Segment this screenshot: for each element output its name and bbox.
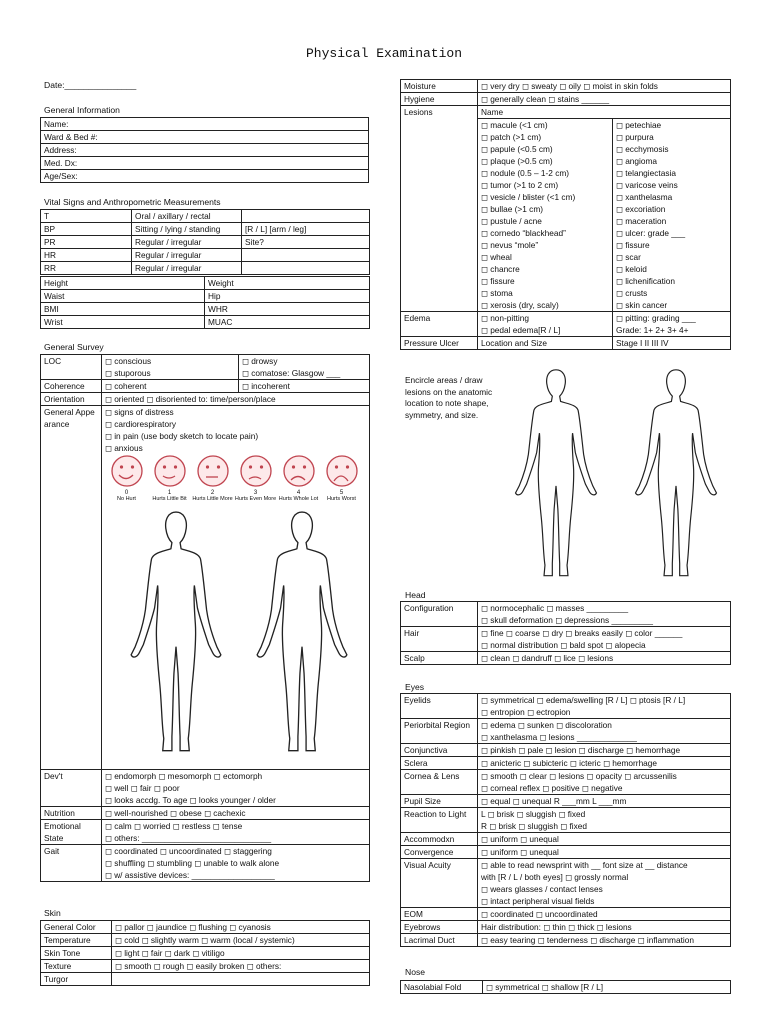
ward-bed-field[interactable]: Ward & Bed #: — [41, 131, 369, 144]
head-heading: Head — [405, 590, 426, 600]
vital-extra[interactable] — [242, 262, 370, 275]
eyes-table — [400, 693, 731, 947]
name-field[interactable]: Name: — [41, 118, 369, 131]
skin-table — [40, 920, 370, 986]
weight-field[interactable]: Weight — [205, 277, 370, 290]
lesions-label: Lesions — [401, 106, 478, 312]
pain-face-icon — [110, 454, 144, 488]
gait-option[interactable]: ◻ coordinated ◻ uncoordinated ◻ staggering — [105, 846, 272, 856]
lesion-option[interactable]: ◻ nevus “mole” — [481, 240, 539, 250]
pain-face-number: 3 — [253, 490, 258, 496]
lesion-option[interactable]: ◻ wheal — [481, 252, 512, 262]
address-field[interactable]: Address: — [41, 144, 369, 157]
head-label: Configuration — [401, 602, 478, 627]
skin-heading: Skin — [44, 908, 61, 918]
head-table — [400, 601, 731, 665]
pain-face[interactable] — [277, 454, 320, 502]
head-option[interactable]: ◻ normocephalic ◻ masses _________ — [481, 603, 629, 613]
pain-face-number: 4 — [296, 490, 301, 496]
vital-label: PR — [41, 236, 132, 249]
head-option[interactable]: ◻ skull deformation ◻ depressions _________ — [481, 615, 653, 625]
pain-face-label: No Hurt — [117, 496, 136, 502]
lesion-option[interactable]: ◻ cornedo “blackhead” — [481, 228, 566, 238]
height-field[interactable]: Height — [41, 277, 205, 290]
eyes-option[interactable]: with [R / L / both eyes] ◻ grossly normal — [481, 872, 629, 882]
vital-option[interactable]: Regular / irregular — [132, 262, 242, 275]
lesions-list-primary — [478, 119, 613, 312]
lesion-option[interactable]: ◻ excoriation — [616, 204, 666, 214]
page-title: Physical Examination — [305, 46, 463, 61]
lesions-list-secondary — [613, 119, 731, 312]
pain-face-number: 0 — [124, 490, 129, 496]
nose-option[interactable]: ◻ symmetrical ◻ shallow [R / L] — [483, 981, 731, 994]
pain-face[interactable] — [320, 454, 363, 502]
lesion-option[interactable]: ◻ ulcer: grade ___ — [616, 228, 686, 238]
eyes-label: Sclera — [401, 757, 478, 770]
eyes-label: Eyelids — [401, 694, 478, 719]
pressure-location[interactable]: Location and Size — [478, 337, 613, 350]
pain-face[interactable] — [148, 454, 191, 502]
pressure-ulcer-label: Pressure Ulcer — [401, 337, 478, 350]
eyes-option[interactable]: ◻ xanthelasma ◻ lesions _____________ — [481, 732, 637, 742]
pain-face-label: Hurts Whole Lot — [278, 496, 319, 502]
orientation-label: Orientation — [41, 393, 102, 406]
eyes-option[interactable]: ◻ symmetrical ◻ edema/swelling [R / L] ◻ ptosis [R / L] — [481, 695, 686, 705]
age-sex-field[interactable]: Age/Sex: — [41, 170, 369, 183]
nutrition-option[interactable]: ◻ well-nourished ◻ obese ◻ cachexic — [102, 807, 370, 820]
pain-face[interactable] — [191, 454, 234, 502]
pain-face-number: 1 — [167, 490, 172, 496]
devt-option[interactable]: ◻ endomorph ◻ mesomorph ◻ ectomorph — [105, 771, 263, 781]
lesion-option[interactable]: ◻ varicose veins — [616, 180, 678, 190]
vital-label: RR — [41, 262, 132, 275]
eyes-option[interactable]: ◻ corneal reflex ◻ positive ◻ negative — [481, 783, 623, 793]
nose-table — [400, 980, 731, 994]
emotional-option[interactable]: ◻ calm ◻ worried ◻ restless ◻ tense — [105, 821, 243, 831]
eyes-option[interactable]: ◻ equal ◻ unequal R ___mm L ___mm — [481, 796, 627, 806]
eyes-option[interactable]: ◻ uniform ◻ unequal — [481, 847, 559, 857]
eyes-heading: Eyes — [405, 682, 425, 692]
appearance-option[interactable]: ◻ anxious — [105, 443, 143, 453]
vitals-heading: Vital Signs and Anthropometric Measurements — [44, 197, 221, 207]
lesion-option[interactable]: ◻ bullae (>1 cm) — [481, 204, 543, 214]
edema-grade[interactable]: Grade: 1+ 2+ 3+ 4+ — [616, 325, 689, 335]
vital-label: BP — [41, 223, 132, 236]
nutrition-label: Nutrition — [41, 807, 102, 820]
skin-option[interactable]: ◻ cold ◻ slightly warm ◻ warm (local / systemic) — [112, 934, 370, 947]
appearance-option[interactable]: ◻ in pain (use body sketch to locate pain) — [105, 431, 259, 441]
pain-face-label: Hurts Worst — [327, 496, 356, 502]
eyes-label: Reaction to Light — [401, 808, 478, 833]
eyes-option[interactable]: ◻ coordinated ◻ uncoordinated — [481, 909, 598, 919]
pain-face-icon — [282, 454, 316, 488]
date-field[interactable]: Date:_______________ — [44, 80, 137, 90]
lesion-option[interactable]: ◻ ecchymosis — [616, 144, 669, 154]
skin-label: Temperature — [41, 934, 112, 947]
lesions-name-field[interactable]: Name — [478, 106, 731, 119]
lesion-option[interactable]: ◻ angioma — [616, 156, 658, 166]
eyes-label: Lacrimal Duct — [401, 934, 478, 947]
loc-label: LOC — [41, 355, 102, 380]
wrist-field[interactable]: Wrist — [41, 316, 205, 329]
general-info-table — [40, 117, 369, 183]
emotional-option[interactable]: ◻ others: ____________________________ — [105, 833, 272, 843]
lesion-option[interactable]: ◻ maceration — [616, 216, 667, 226]
vital-extra[interactable] — [242, 249, 370, 262]
eyes-option[interactable]: ◻ pinkish ◻ pale ◻ lesion ◻ discharge ◻ hemorrhage — [481, 745, 681, 755]
eyes-option[interactable]: ◻ intact peripheral visual fields — [481, 896, 595, 906]
edema-option[interactable]: ◻ non-pitting — [481, 313, 529, 323]
vitals-table — [40, 209, 370, 275]
skin-continued-table — [400, 79, 731, 350]
lesion-option[interactable]: ◻ xanthelasma — [616, 192, 673, 202]
eyes-option[interactable]: L ◻ brisk ◻ sluggish ◻ fixed — [481, 809, 586, 819]
edema-option[interactable]: ◻ pitting: grading ___ — [616, 313, 696, 323]
eyes-label: Eyebrows — [401, 921, 478, 934]
moisture-option[interactable]: ◻ very dry ◻ sweaty ◻ oily ◻ moist in skin folds — [478, 80, 731, 93]
eyes-label: Convergence — [401, 846, 478, 859]
lesion-option[interactable]: ◻ tumor (>1 to 2 cm) — [481, 180, 559, 190]
eyes-label: Accommodxn — [401, 833, 478, 846]
lesion-option[interactable]: ◻ stoma — [481, 288, 513, 298]
vital-extra[interactable] — [242, 210, 370, 223]
pressure-stage[interactable]: Stage I II III IV — [613, 337, 731, 350]
hygiene-label: Hygiene — [401, 93, 478, 106]
pain-face-label: Hurts Even More — [234, 496, 277, 502]
pain-face[interactable] — [105, 454, 148, 502]
lesion-option[interactable]: ◻ pustule / acne — [481, 216, 542, 226]
eyes-option[interactable]: ◻ able to read newsprint with __ font size at __ distance — [481, 860, 688, 870]
lesion-option[interactable]: ◻ nodule (0.5 – 1-2 cm) — [481, 168, 570, 178]
pain-face-label: Hurts Little Bit — [152, 496, 187, 502]
bmi-field[interactable]: BMI — [41, 303, 205, 316]
lesion-option[interactable]: ◻ plaque (>0.5 cm) — [481, 156, 553, 166]
head-option[interactable]: ◻ clean ◻ dandruff ◻ lice ◻ lesions — [481, 653, 614, 663]
body-sketch[interactable] — [105, 508, 365, 758]
waist-field[interactable]: Waist — [41, 290, 205, 303]
eyes-option[interactable]: ◻ smooth ◻ clear ◻ lesions ◻ opacity ◻ arcussenilis — [481, 771, 677, 781]
eyes-label: Pupil Size — [401, 795, 478, 808]
general-survey-heading: General Survey — [44, 342, 104, 352]
gait-option[interactable]: ◻ shuffling ◻ stumbling ◻ unable to walk alone — [105, 858, 280, 868]
pain-face-icon — [196, 454, 230, 488]
eyes-label: Conjunctiva — [401, 744, 478, 757]
orientation-option[interactable]: ◻ oriented ◻ disoriented to: time/person/place — [102, 393, 370, 406]
lesion-option[interactable]: ◻ xerosis (dry, scaly) — [481, 300, 559, 310]
head-option[interactable]: ◻ normal distribution ◻ bald spot ◻ alopecia — [481, 640, 646, 650]
eyes-label: Periorbital Region — [401, 719, 478, 744]
pain-face-icon — [325, 454, 359, 488]
eyes-option[interactable]: R ◻ brisk ◻ sluggish ◻ fixed — [481, 821, 587, 831]
eyes-option[interactable]: ◻ wears glasses / contact lenses — [481, 884, 603, 894]
nose-label: Nasolabial Fold — [401, 981, 483, 994]
pain-face[interactable] — [234, 454, 277, 502]
lesion-option[interactable]: ◻ fissure — [481, 276, 515, 286]
skin-option[interactable]: ◻ smooth ◻ rough ◻ easily broken ◻ others: — [112, 960, 370, 973]
skin-label: General Color — [41, 921, 112, 934]
pain-scale — [105, 454, 366, 502]
vital-option[interactable]: Sitting / lying / standing — [132, 223, 242, 236]
general-info-heading: General Information — [44, 105, 120, 115]
lesion-option[interactable]: ◻ chancre — [481, 264, 520, 274]
coherence-option[interactable]: ◻ coherent — [105, 381, 147, 391]
head-label: Hair — [401, 627, 478, 652]
lesion-option[interactable]: ◻ purpura — [616, 132, 654, 142]
loc-option[interactable]: ◻ comatose: Glasgow ___ — [242, 368, 341, 378]
anthro-table — [40, 276, 370, 329]
skin-option[interactable] — [112, 973, 370, 986]
lesion-option[interactable]: ◻ skin cancer — [616, 300, 668, 310]
general-survey-table — [40, 354, 370, 882]
appearance-option[interactable]: ◻ cardiorespiratory — [105, 419, 176, 429]
eyes-option[interactable]: ◻ anicteric ◻ subicteric ◻ icteric ◻ hemorrhage — [481, 758, 658, 768]
skin-label: Skin Tone — [41, 947, 112, 960]
head-option[interactable]: ◻ fine ◻ coarse ◻ dry ◻ breaks easily ◻ color ______ — [481, 628, 683, 638]
lesion-option[interactable]: ◻ fissure — [616, 240, 650, 250]
emotional-label: Emotional State — [41, 820, 102, 845]
muac-field[interactable]: MUAC — [205, 316, 370, 329]
coherence-option[interactable]: ◻ incoherent — [242, 381, 290, 391]
vital-option[interactable]: Oral / axillary / rectal — [132, 210, 242, 223]
skin-label: Turgor — [41, 973, 112, 986]
devt-label: Dev't — [41, 770, 102, 807]
appearance-option[interactable]: ◻ signs of distress — [105, 407, 174, 417]
devt-option[interactable]: ◻ looks accdg. To age ◻ looks younger / older — [105, 795, 276, 805]
gait-label: Gait — [41, 845, 102, 882]
vital-label: HR — [41, 249, 132, 262]
eyes-option[interactable]: ◻ entropion ◻ ectropion — [481, 707, 571, 717]
appearance-label: General Appearance — [41, 406, 102, 770]
eyes-label: EOM — [401, 908, 478, 921]
pain-face-number: 2 — [210, 490, 215, 496]
loc-option[interactable]: ◻ conscious — [105, 356, 152, 366]
lesion-option[interactable]: ◻ patch (>1 cm) — [481, 132, 542, 142]
eyes-option[interactable]: ◻ easy tearing ◻ tenderness ◻ discharge ◻ inflammation — [481, 935, 694, 945]
coherence-label: Coherence — [41, 380, 102, 393]
edema-option[interactable]: ◻ pedal edema[R / L] — [481, 325, 561, 335]
encircle-note: Encircle areas / draw lesions on the anatomic location to note shape, symmetry, and size. — [405, 375, 493, 420]
vital-label: T — [41, 210, 132, 223]
nose-heading: Nose — [405, 967, 426, 977]
med-dx-field[interactable]: Med. Dx: — [41, 157, 369, 170]
pain-face-icon — [239, 454, 273, 488]
skin-label: Texture — [41, 960, 112, 973]
lesion-option[interactable]: ◻ vesicle / blister (<1 cm) — [481, 192, 576, 202]
eyes-option[interactable]: ◻ edema ◻ sunken ◻ discoloration — [481, 720, 612, 730]
moisture-label: Moisture — [401, 80, 478, 93]
skin-option[interactable]: ◻ pallor ◻ jaundice ◻ flushing ◻ cyanosis — [112, 921, 370, 934]
vital-extra[interactable]: Site? — [242, 236, 370, 249]
devt-option[interactable]: ◻ well ◻ fair ◻ poor — [105, 783, 180, 793]
pain-face-label: Hurts Little More — [192, 496, 233, 502]
eyes-option[interactable]: ◻ uniform ◻ unequal — [481, 834, 559, 844]
lesion-option[interactable]: ◻ scar — [616, 252, 641, 262]
loc-option[interactable]: ◻ drowsy — [242, 356, 278, 366]
gait-option[interactable]: ◻ w/ assistive devices: __________________ — [105, 870, 275, 880]
lesion-option[interactable]: ◻ papule (<0.5 cm) — [481, 144, 553, 154]
vital-option[interactable]: Regular / irregular — [132, 249, 242, 262]
head-label: Scalp — [401, 652, 478, 665]
lesion-option[interactable]: ◻ keloid — [616, 264, 647, 274]
vital-extra[interactable]: [R / L] [arm / leg] — [242, 223, 370, 236]
eyes-option[interactable]: Hair distribution: ◻ thin ◻ thick ◻ lesions — [481, 922, 632, 932]
eyes-label: Visual Acuity — [401, 859, 478, 908]
pain-face-number: 5 — [339, 490, 344, 496]
eyes-label: Cornea & Lens — [401, 770, 478, 795]
lesion-option[interactable]: ◻ telangiectasia — [616, 168, 676, 178]
lesion-option[interactable]: ◻ petechiae — [616, 120, 662, 130]
hip-field[interactable]: Hip — [205, 290, 370, 303]
lesion-option[interactable]: ◻ macule (<1 cm) — [481, 120, 548, 130]
vital-option[interactable]: Regular / irregular — [132, 236, 242, 249]
lesion-option[interactable]: ◻ lichenification — [616, 276, 676, 286]
lesion-option[interactable]: ◻ crusts — [616, 288, 648, 298]
skin-option[interactable]: ◻ light ◻ fair ◻ dark ◻ vitiligo — [112, 947, 370, 960]
hygiene-option[interactable]: ◻ generally clean ◻ stains ______ — [478, 93, 731, 106]
whr-field[interactable]: WHR — [205, 303, 370, 316]
edema-label: Edema — [401, 312, 478, 337]
loc-option[interactable]: ◻ stuporous — [105, 368, 151, 378]
pain-face-icon — [153, 454, 187, 488]
lesion-body-sketch[interactable] — [508, 368, 733, 578]
